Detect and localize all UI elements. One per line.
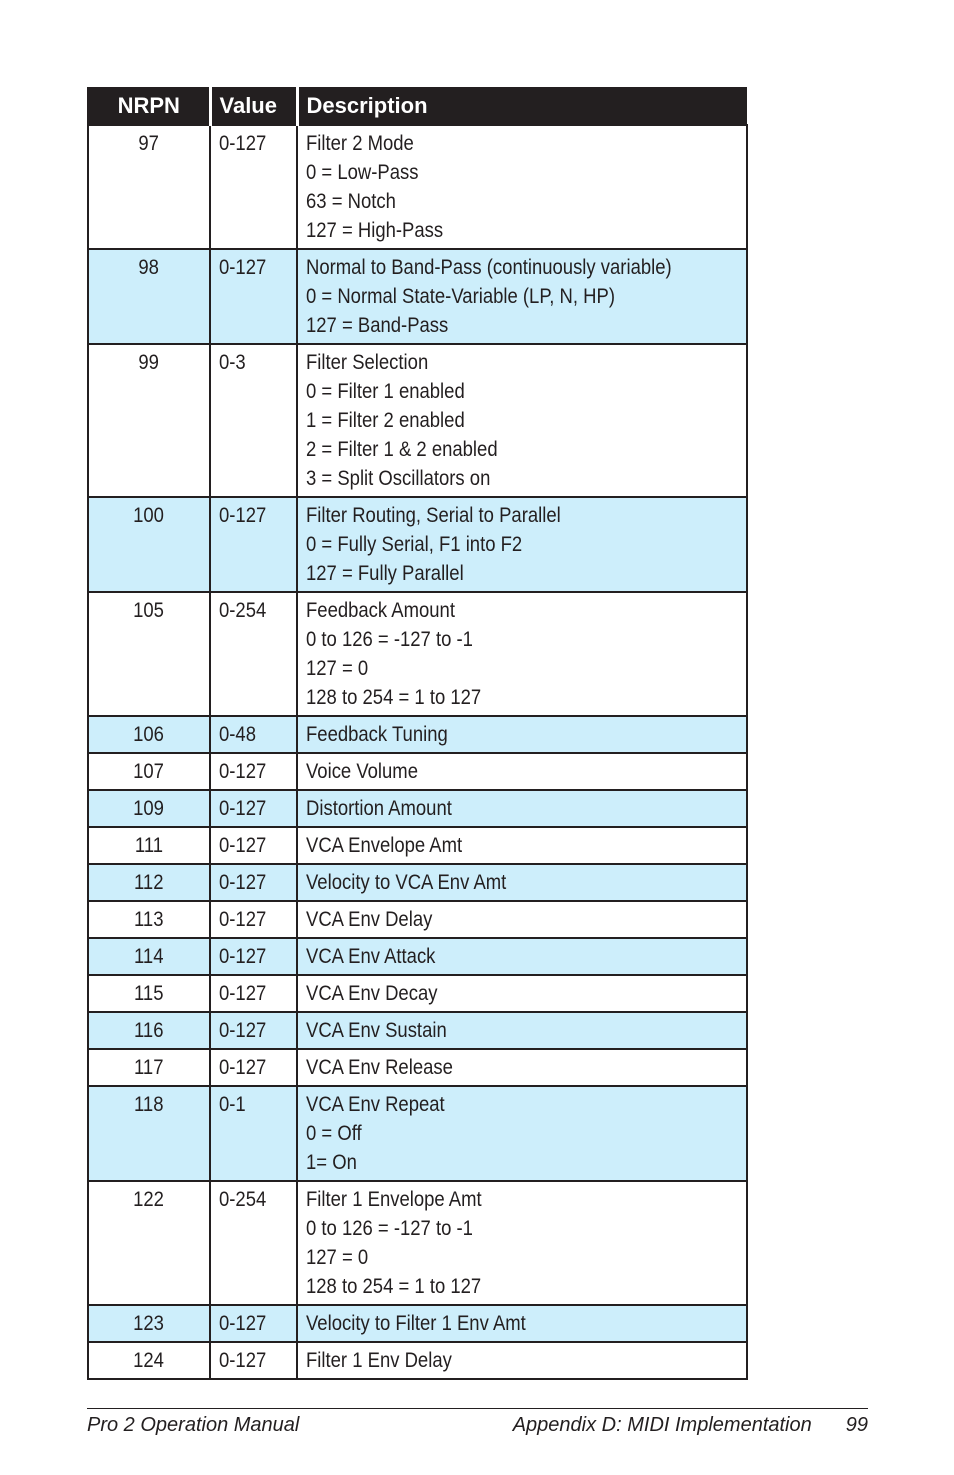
table-row <box>88 975 747 1012</box>
description-line: Filter 1 Envelope Amt <box>306 1188 482 1211</box>
description-line: Velocity to VCA Env Amt <box>306 871 507 894</box>
description-cell <box>297 1086 747 1181</box>
value-cell <box>210 344 297 497</box>
description-text <box>306 253 672 340</box>
description-cell <box>297 753 747 790</box>
description-text <box>306 757 418 786</box>
header-description: Description <box>297 87 747 125</box>
table-row <box>88 864 747 901</box>
table-row <box>88 1181 747 1305</box>
value-cell <box>210 497 297 592</box>
description-text <box>306 794 452 823</box>
value-cell <box>210 1181 297 1305</box>
description-cell <box>297 592 747 716</box>
description-line: 0 = Low-Pass <box>306 161 419 184</box>
table-row <box>88 1342 747 1379</box>
nrpn-cell <box>88 249 210 344</box>
manual-title: Pro 2 Operation Manual <box>87 1414 300 1436</box>
description-text <box>306 1185 482 1301</box>
value-range: 0-127 <box>219 982 267 1005</box>
table-row <box>88 344 747 497</box>
description-line: 63 = Notch <box>306 190 396 213</box>
value-range: 0-127 <box>219 797 267 820</box>
nrpn-number: 122 <box>133 1188 165 1211</box>
description-line: 0 = Fully Serial, F1 into F2 <box>306 533 523 556</box>
footer-right <box>513 1414 868 1437</box>
page-footer <box>87 1408 868 1436</box>
description-text <box>306 1309 526 1338</box>
description-line: 3 = Split Oscillators on <box>306 467 491 490</box>
value-range: 0-127 <box>219 1349 267 1372</box>
nrpn-cell <box>88 753 210 790</box>
value-range: 0-127 <box>219 1312 267 1335</box>
value-range: 0-127 <box>219 760 267 783</box>
description-line: Feedback Amount <box>306 599 455 622</box>
table-row <box>88 716 747 753</box>
description-line: 0 = Filter 1 enabled <box>306 380 465 403</box>
value-cell <box>210 1305 297 1342</box>
description-cell <box>297 344 747 497</box>
description-line: 0 to 126 = -127 to -1 <box>306 628 473 651</box>
value-range: 0-127 <box>219 945 267 968</box>
description-text <box>306 979 437 1008</box>
nrpn-cell <box>88 938 210 975</box>
description-text <box>306 501 561 588</box>
description-cell <box>297 1342 747 1379</box>
value-cell <box>210 1049 297 1086</box>
value-range: 0-48 <box>219 723 256 746</box>
description-text <box>306 1346 452 1375</box>
description-cell <box>297 716 747 753</box>
description-line: 128 to 254 = 1 to 127 <box>306 686 482 709</box>
value-cell <box>210 249 297 344</box>
nrpn-number: 111 <box>134 834 164 857</box>
description-line: Distortion Amount <box>306 797 452 820</box>
value-range: 0-127 <box>219 908 267 931</box>
value-cell <box>210 716 297 753</box>
description-line: 127 = Fully Parallel <box>306 562 464 585</box>
description-cell <box>297 1181 747 1305</box>
value-range: 0-127 <box>219 1056 267 1079</box>
nrpn-number: 117 <box>134 1056 164 1079</box>
description-line: Filter Routing, Serial to Parallel <box>306 504 561 527</box>
description-line: 1= On <box>306 1151 357 1174</box>
nrpn-number: 115 <box>134 982 164 1005</box>
table-row <box>88 497 747 592</box>
nrpn-number: 123 <box>133 1312 165 1335</box>
value-cell <box>210 592 297 716</box>
description-cell <box>297 975 747 1012</box>
value-cell <box>210 125 297 249</box>
value-cell <box>210 975 297 1012</box>
value-range: 0-3 <box>219 351 246 374</box>
description-text <box>306 868 506 897</box>
table-row <box>88 901 747 938</box>
value-cell <box>210 864 297 901</box>
description-text <box>306 720 448 749</box>
table-row <box>88 592 747 716</box>
description-line: VCA Env Repeat <box>306 1093 445 1116</box>
nrpn-cell <box>88 975 210 1012</box>
description-cell <box>297 790 747 827</box>
description-text <box>306 596 481 712</box>
description-line: VCA Envelope Amt <box>306 834 463 857</box>
description-text <box>306 1016 447 1045</box>
description-cell <box>297 1012 747 1049</box>
nrpn-number: 124 <box>133 1349 165 1372</box>
description-line: 127 = 0 <box>306 657 369 680</box>
table-row <box>88 1305 747 1342</box>
section-title: Appendix D: MIDI Implementation <box>512 1414 812 1436</box>
value-range: 0-1 <box>219 1093 246 1116</box>
description-line: 127 = 0 <box>306 1246 369 1269</box>
nrpn-cell <box>88 1342 210 1379</box>
nrpn-cell <box>88 1012 210 1049</box>
nrpn-number: 118 <box>134 1093 164 1116</box>
value-cell <box>210 1012 297 1049</box>
header-row <box>88 87 747 125</box>
table-row <box>88 125 747 249</box>
nrpn-cell <box>88 344 210 497</box>
nrpn-number: 116 <box>134 1019 164 1042</box>
value-cell <box>210 938 297 975</box>
description-line: 128 to 254 = 1 to 127 <box>306 1275 482 1298</box>
description-line: 1 = Filter 2 enabled <box>306 409 465 432</box>
description-line: Normal to Band-Pass (continuously variable) <box>306 256 672 279</box>
description-line: 0 = Off <box>306 1122 362 1145</box>
nrpn-cell <box>88 1086 210 1181</box>
nrpn-number: 114 <box>134 945 164 968</box>
description-line: 0 to 126 = -127 to -1 <box>306 1217 473 1240</box>
nrpn-cell <box>88 592 210 716</box>
value-cell <box>210 827 297 864</box>
value-cell <box>210 901 297 938</box>
nrpn-cell <box>88 901 210 938</box>
nrpn-cell <box>88 864 210 901</box>
nrpn-number: 107 <box>133 760 165 783</box>
description-line: 127 = High-Pass <box>306 219 444 242</box>
nrpn-number: 112 <box>134 871 164 894</box>
nrpn-number: 97 <box>138 132 160 155</box>
table-row <box>88 1049 747 1086</box>
page-number: 99 <box>845 1414 868 1436</box>
description-cell <box>297 1305 747 1342</box>
nrpn-cell <box>88 827 210 864</box>
description-text <box>306 905 432 934</box>
description-line: VCA Env Delay <box>306 908 433 931</box>
header-value: Value <box>210 87 297 125</box>
description-line: Voice Volume <box>306 760 418 783</box>
description-line: 0 = Normal State-Variable (LP, N, HP) <box>306 285 615 308</box>
table-row <box>88 249 747 344</box>
description-line: 2 = Filter 1 & 2 enabled <box>306 438 498 461</box>
value-cell <box>210 1342 297 1379</box>
nrpn-cell <box>88 790 210 827</box>
description-text <box>306 1090 445 1177</box>
value-range: 0-127 <box>219 1019 267 1042</box>
table-row <box>88 790 747 827</box>
value-range: 0-127 <box>219 834 267 857</box>
value-range: 0-254 <box>219 599 267 622</box>
description-cell <box>297 827 747 864</box>
nrpn-cell <box>88 716 210 753</box>
description-line: Feedback Tuning <box>306 723 448 746</box>
description-text <box>306 1053 453 1082</box>
nrpn-number: 98 <box>138 256 160 279</box>
value-cell <box>210 1086 297 1181</box>
description-line: VCA Env Decay <box>306 982 438 1005</box>
nrpn-number: 105 <box>133 599 165 622</box>
description-cell <box>297 125 747 249</box>
table-row <box>88 938 747 975</box>
description-line: VCA Env Release <box>306 1056 453 1079</box>
nrpn-cell <box>88 1181 210 1305</box>
description-line: VCA Env Sustain <box>306 1019 447 1042</box>
header-nrpn: NRPN <box>88 87 210 125</box>
nrpn-number: 99 <box>138 351 160 374</box>
table-row <box>88 827 747 864</box>
value-range: 0-254 <box>219 1188 267 1211</box>
nrpn-cell <box>88 125 210 249</box>
description-cell <box>297 497 747 592</box>
description-cell <box>297 864 747 901</box>
table-body <box>88 125 747 1379</box>
description-line: Velocity to Filter 1 Env Amt <box>306 1312 526 1335</box>
value-range: 0-127 <box>219 132 267 155</box>
nrpn-number: 106 <box>133 723 165 746</box>
table-row <box>88 1086 747 1181</box>
nrpn-number: 109 <box>133 797 165 820</box>
table-header <box>88 87 747 125</box>
description-cell <box>297 249 747 344</box>
nrpn-cell <box>88 1049 210 1086</box>
description-text <box>306 942 435 971</box>
description-text <box>306 129 443 245</box>
description-line: Filter 1 Env Delay <box>306 1349 452 1372</box>
nrpn-table <box>87 87 748 1380</box>
description-line: 127 = Band-Pass <box>306 314 449 337</box>
nrpn-cell <box>88 1305 210 1342</box>
value-cell <box>210 790 297 827</box>
description-cell <box>297 938 747 975</box>
value-range: 0-127 <box>219 504 267 527</box>
nrpn-cell <box>88 497 210 592</box>
value-range: 0-127 <box>219 256 267 279</box>
nrpn-number: 113 <box>134 908 164 931</box>
description-cell <box>297 901 747 938</box>
value-cell <box>210 753 297 790</box>
description-text <box>306 831 462 860</box>
description-line: Filter Selection <box>306 351 429 374</box>
description-text <box>306 348 498 493</box>
description-cell <box>297 1049 747 1086</box>
nrpn-number: 100 <box>133 504 165 527</box>
value-range: 0-127 <box>219 871 267 894</box>
table-row <box>88 1012 747 1049</box>
description-line: Filter 2 Mode <box>306 132 414 155</box>
table-row <box>88 753 747 790</box>
description-line: VCA Env Attack <box>306 945 436 968</box>
